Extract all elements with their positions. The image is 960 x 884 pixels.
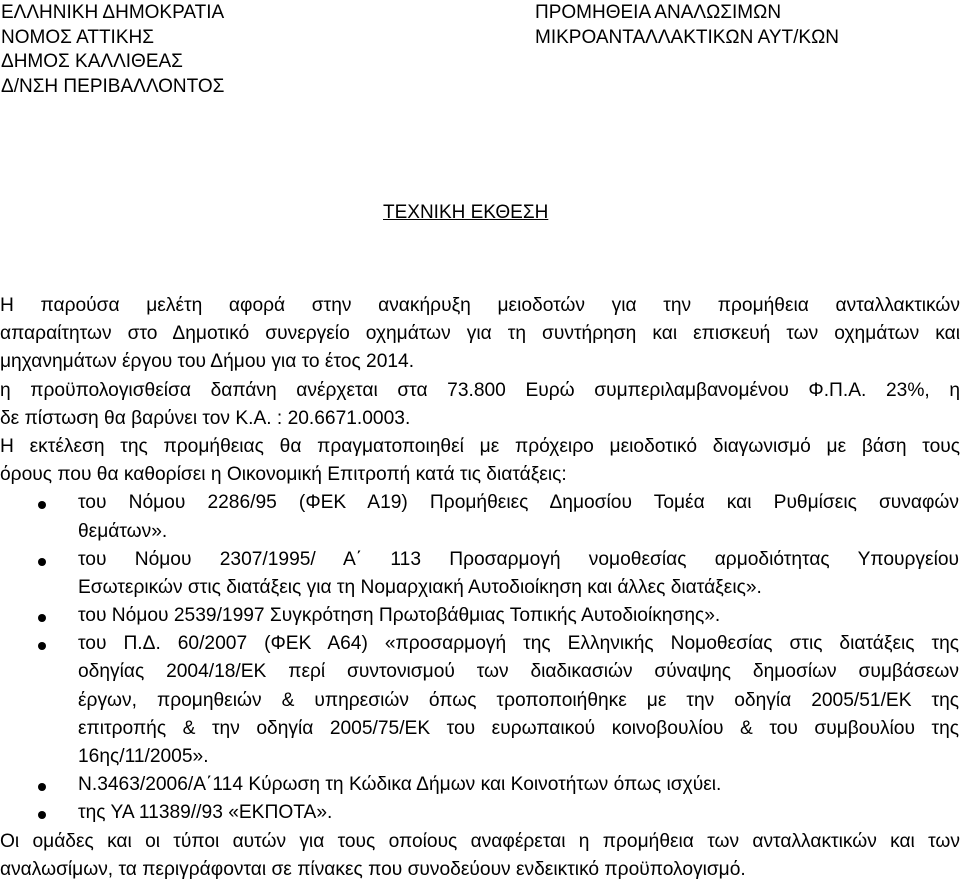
list-item xyxy=(0,630,959,771)
page-title: ΤΕΧΝΙΚΗ ΕΚΘΕΣΗ xyxy=(383,202,549,223)
department-line: Δ/ΝΣΗ ΠΕΡΙΒΑΛΛΟΝΤΟΣ xyxy=(1,75,225,97)
list-item-line: του Π.Δ. 60/2007 (ΦΕΚ Α64) «προσαρμογή της Ελληνικής Νομοθεσίας στις διατάξεις της xyxy=(78,633,959,655)
list-item-line: του Νόμου 2307/1995/ Α΄ 113 Προσαρμογή νομοθεσίας αρμοδιότητας Υπουργείου xyxy=(78,548,959,570)
municipality-line: ΔΗΜΟΣ ΚΑΛΛΙΘΕΑΣ xyxy=(1,51,183,72)
country-line: ΕΛΛΗΝΙΚΗ ΔΗΜΟΚΡΑΤΙΑ xyxy=(1,2,225,23)
subject-line-1: ΠΡΟΜΗΘΕΙΑ ΑΝΑΛΩΣΙΜΩΝ xyxy=(535,2,782,23)
list-item xyxy=(0,771,959,799)
intro-line: μηχανημάτων έργου του Δήμου για το έτος 2014. xyxy=(0,351,415,373)
list-item-line: Εσωτερικών στις διατάξεις για τη Νομαρχιακή Αυτοδιοίκηση και άλλες διατάξεις». xyxy=(78,576,762,598)
list-item xyxy=(0,546,959,602)
list-item-line: της ΥΑ 11389//93 «ΕΚΠΟΤΑ». xyxy=(78,802,333,824)
document-body xyxy=(0,292,960,884)
closing-line: Οι ομάδες και οι τύποι αυτών για τους οποίους αναφέρεται η προμήθεια των ανταλλακτικών και των xyxy=(0,830,960,852)
list-item xyxy=(0,799,959,827)
bullet-icon xyxy=(38,642,46,650)
prefecture-line: ΝΟΜΟΣ ΑΤΤΙΚΗΣ xyxy=(1,26,154,48)
closing-line: αναλωσίμων, τα περιγράφονται σε πίνακες που συνοδεύουν ενδεικτικό προϋπολογισμό. xyxy=(0,858,746,880)
list-item-line: του Νόμου 2286/95 (ΦΕΚ Α19) Προμήθειες Δημοσίου Τομέα και Ρυθμίσεις συναφών xyxy=(78,492,959,514)
intro-line: απαραίτητων στο Δημοτικό συνεργείο οχημάτων για τη συντήρηση και επισκευή των οχημάτων και xyxy=(0,323,960,345)
procurement-subject xyxy=(535,1,840,50)
list-item xyxy=(0,602,959,630)
issuing-authority xyxy=(1,1,224,99)
intro-line: όρους που θα καθορίσει η Οικονομική Επιτροπή κατά τις διατάξεις: xyxy=(0,464,567,486)
intro-line: δε πίστωση θα βαρύνει τον Κ.Α. : 20.6671.0003. xyxy=(0,407,411,429)
intro-line: η προϋπολογισθείσα δαπάνη ανέρχεται στα 73.800 Ευρώ συμπεριλαμβανομένου Φ.Π.Α. 23%, η xyxy=(0,379,960,401)
list-item-line: θεμάτων». xyxy=(78,520,168,542)
bullet-icon xyxy=(38,558,46,566)
bullet-icon xyxy=(38,783,46,791)
list-item-line: οδηγίας 2004/18/ΕΚ περί συντονισμού των διαδικασιών σύναψης δημοσίων συμβάσεων xyxy=(78,661,959,683)
bullet-icon xyxy=(38,614,46,622)
intro-line: Η εκτέλεση της προμήθειας θα πραγματοποιηθεί με πρόχειρο μειοδοτικό διαγωνισμό με βάση τους xyxy=(0,435,960,457)
list-item xyxy=(0,489,959,545)
list-item-line: 16ης/11/2005». xyxy=(78,746,209,767)
intro-line: Η παρούσα μελέτη αφορά στην ανακήρυξη μειοδοτών για την προμήθεια ανταλλακτικών xyxy=(0,295,960,316)
bullet-icon xyxy=(38,501,46,509)
list-item-line: του Νόμου 2539/1997 Συγκρότηση Πρωτοβάθμιας Τοπικής Αυτοδιοίκησης». xyxy=(78,605,721,627)
list-item-line: Ν.3463/2006/Α΄114 Κύρωση τη Κώδικα Δήμων και Κοινοτήτων όπως ισχύει. xyxy=(78,774,722,796)
bullet-icon xyxy=(38,811,46,819)
list-item-line: έργων, προμηθειών & υπηρεσιών όπως τροποποιήθηκε με την οδηγία 2005/51/ΕΚ της xyxy=(78,689,959,711)
list-item-line: επιτροπής & την οδηγία 2005/75/ΕΚ του ευρωπαικού κοινοβουλίου & του συμβουλίου της xyxy=(78,717,959,739)
subject-line-2: ΜΙΚΡΟΑΝΤΑΛΛΑΚΤΙΚΩΝ ΑΥΤ/ΚΩΝ xyxy=(535,26,840,48)
